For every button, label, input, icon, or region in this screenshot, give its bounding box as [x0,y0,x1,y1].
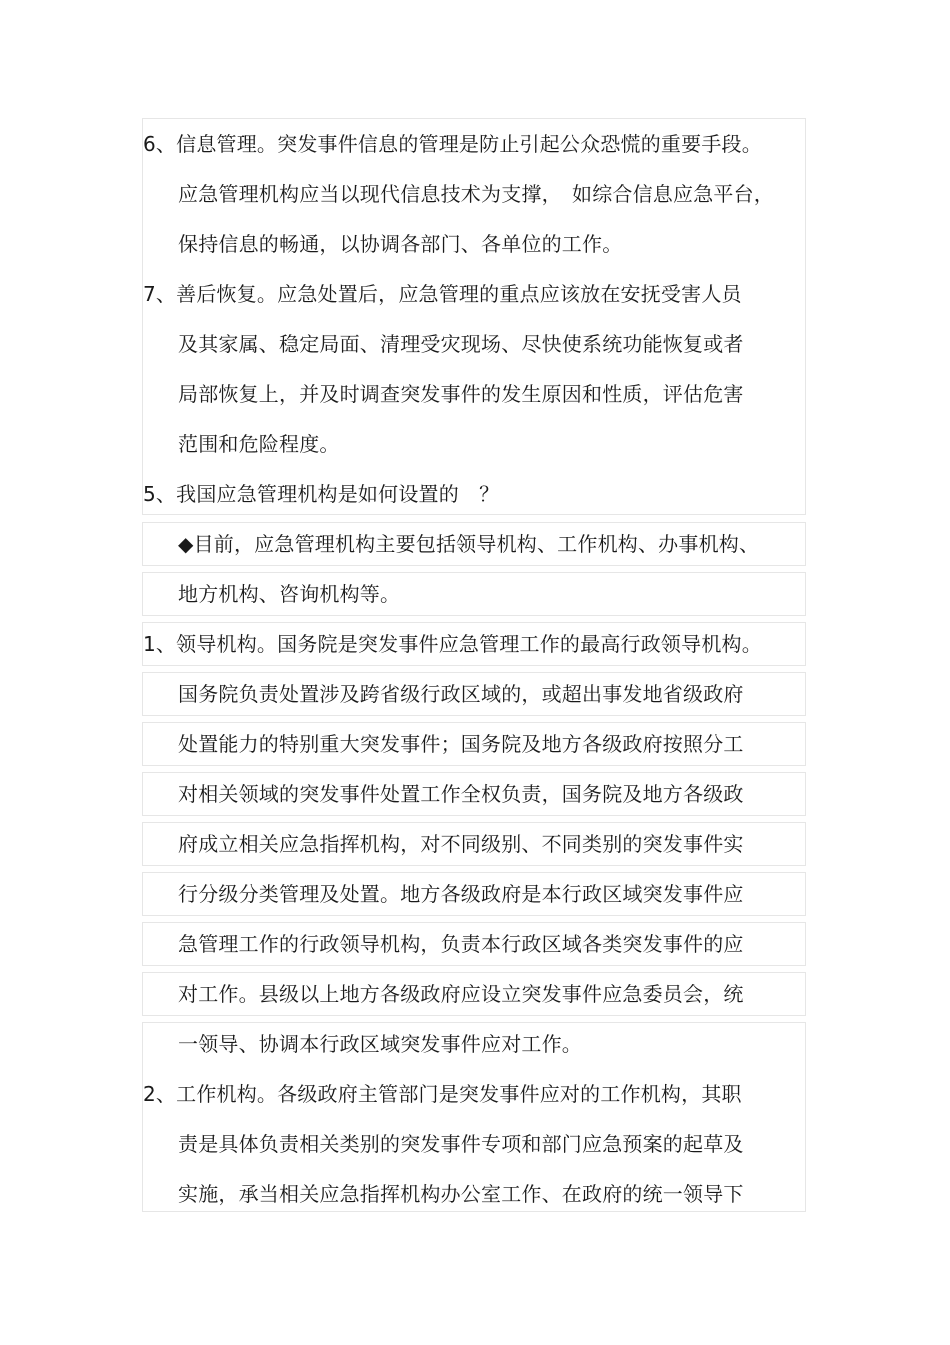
text-line: 急管理工作的行政领导机构，负责本行政区域各类突发事件的应 [178,932,744,956]
question-heading: 5、我国应急管理机构是如何设置的 ？ [143,482,500,506]
text-line: 地方机构、咨询机构等。 [178,582,401,606]
text-line: 保持信息的畅通，以协调各部门、各单位的工作。 [178,232,623,256]
text-line: 一领导、协调本行政区域突发事件应对工作。 [178,1032,582,1056]
text-line: 处置能力的特别重大突发事件；国务院及地方各级政府按照分工 [178,732,744,756]
text-line: 对相关领域的突发事件处置工作全权负责，国务院及地方各级政 [178,782,744,806]
text-line: 责是具体负责相关类别的突发事件专项和部门应急预案的起草及 [178,1132,744,1156]
text-line: 1、领导机构。国务院是突发事件应急管理工作的最高行政领导机构。 [143,632,762,656]
text-line: 实施，承当相关应急指挥机构办公室工作、在政府的统一领导下 [178,1182,744,1206]
text-line: 府成立相关应急指挥机构，对不同级别、不同类别的突发事件实 [178,832,744,856]
text-line: 7、善后恢复。应急处置后，应急管理的重点应该放在安抚受害人员 [143,282,742,306]
text-line: 6、信息管理。突发事件信息的管理是防止引起公众恐慌的重要手段。 [143,132,762,156]
text-line: 局部恢复上，并及时调查突发事件的发生原因和性质，评估危害 [178,382,744,406]
text-line: 应急管理机构应当以现代信息技术为支撑， 如综合信息应急平台， [178,182,774,206]
text-line: 对工作。县级以上地方各级政府应设立突发事件应急委员会，统 [178,982,744,1006]
text-line: ◆目前，应急管理机构主要包括领导机构、工作机构、办事机构、 [178,532,760,556]
text-line: 及其家属、稳定局面、清理受灾现场、尽快使系统功能恢复或者 [178,332,744,356]
text-line: 2、工作机构。各级政府主管部门是突发事件应对的工作机构，其职 [143,1082,742,1106]
text-line: 行分级分类管理及处置。地方各级政府是本行政区域突发事件应 [178,882,744,906]
text-line: 国务院负责处置涉及跨省级行政区域的，或超出事发地省级政府 [178,682,744,706]
text-line: 范围和危险程度。 [178,432,340,456]
